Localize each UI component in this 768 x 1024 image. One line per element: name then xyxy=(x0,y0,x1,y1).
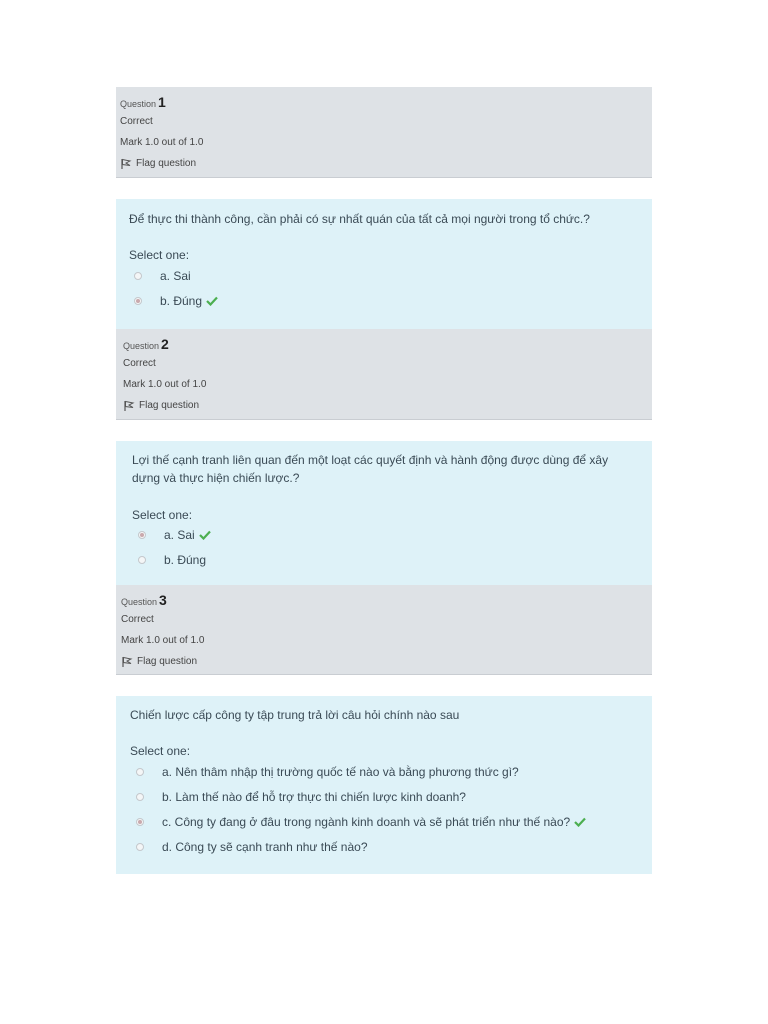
question-3-info xyxy=(116,585,652,675)
flag-icon xyxy=(121,656,133,668)
question-3-content xyxy=(116,696,652,874)
check-icon xyxy=(574,817,586,827)
question-text xyxy=(132,451,647,487)
question-state: Correct xyxy=(123,358,156,369)
answer-radio[interactable] xyxy=(134,297,142,305)
question-number-value: 1 xyxy=(158,94,166,110)
answer-option-d[interactable] xyxy=(136,838,368,856)
flag-question-link[interactable]: Flag question xyxy=(123,395,652,417)
answer-label: a. Sai xyxy=(164,528,195,542)
flag-question-link[interactable]: Flag question xyxy=(121,651,652,673)
answer-label: d. Công ty sẽ cạnh tranh như thế nào? xyxy=(162,840,368,854)
question-state: Correct xyxy=(121,614,154,625)
question-text: Để thực thi thành công, cần phải có sự nhất quán của tất cả mọi người trong tổ chức.? xyxy=(129,212,590,226)
answer-radio[interactable] xyxy=(134,272,142,280)
answer-label: b. Làm thế nào để hỗ trợ thực thi chiến lược kinh doanh? xyxy=(162,790,466,804)
answer-option-a[interactable] xyxy=(134,267,191,285)
answer-radio[interactable] xyxy=(136,843,144,851)
question-mark: Mark 1.0 out of 1.0 xyxy=(121,635,205,646)
answer-radio[interactable] xyxy=(136,818,144,826)
check-icon xyxy=(199,530,211,540)
answer-label: b. Đúng xyxy=(160,294,203,308)
question-number: Question 3 xyxy=(121,592,167,608)
question-text-line: Lợi thế cạnh tranh liên quan đến một loạt các quyết định và hành động được dùng để xây xyxy=(132,453,609,467)
question-2-info xyxy=(116,329,652,420)
question-1-info xyxy=(116,87,652,178)
question-mark: Mark 1.0 out of 1.0 xyxy=(120,137,204,148)
answer-option-a[interactable] xyxy=(136,763,519,781)
select-one-prompt: Select one: xyxy=(130,744,191,758)
question-state: Correct xyxy=(120,116,153,127)
question-number-value: 2 xyxy=(161,336,169,352)
answer-option-b[interactable] xyxy=(138,551,206,569)
question-mark: Mark 1.0 out of 1.0 xyxy=(123,379,207,390)
flag-icon xyxy=(123,400,135,412)
answer-option-b[interactable] xyxy=(136,788,466,806)
select-one-prompt: Select one: xyxy=(132,508,193,522)
question-number: Question 1 xyxy=(120,94,166,110)
question-number-value: 3 xyxy=(159,592,167,608)
flag-icon xyxy=(120,158,132,170)
question-text-line: dựng và thực hiện chiến lược.? xyxy=(132,471,300,485)
answer-radio[interactable] xyxy=(138,531,146,539)
answer-label: c. Công ty đang ở đâu trong ngành kinh doanh và sẽ phát triển như thế nào? xyxy=(162,815,571,829)
question-2-content xyxy=(116,441,652,585)
answer-label: a. Sai xyxy=(160,269,191,283)
answer-option-a[interactable] xyxy=(138,526,211,544)
question-1-content xyxy=(116,199,652,329)
answer-option-b[interactable] xyxy=(134,292,218,310)
check-icon xyxy=(206,296,218,306)
answer-label: a. Nên thâm nhập thị trường quốc tế nào và bằng phương thức gì? xyxy=(162,765,519,779)
answer-radio[interactable] xyxy=(136,768,144,776)
answer-label: b. Đúng xyxy=(164,553,207,567)
select-one-prompt: Select one: xyxy=(129,248,190,262)
flag-question-link[interactable]: Flag question xyxy=(120,153,652,175)
answer-radio[interactable] xyxy=(138,556,146,564)
question-number: Question 2 xyxy=(123,336,169,352)
answer-radio[interactable] xyxy=(136,793,144,801)
answer-option-c[interactable] xyxy=(136,813,586,831)
question-text: Chiến lược cấp công ty tập trung trả lời câu hỏi chính nào sau xyxy=(130,708,460,722)
